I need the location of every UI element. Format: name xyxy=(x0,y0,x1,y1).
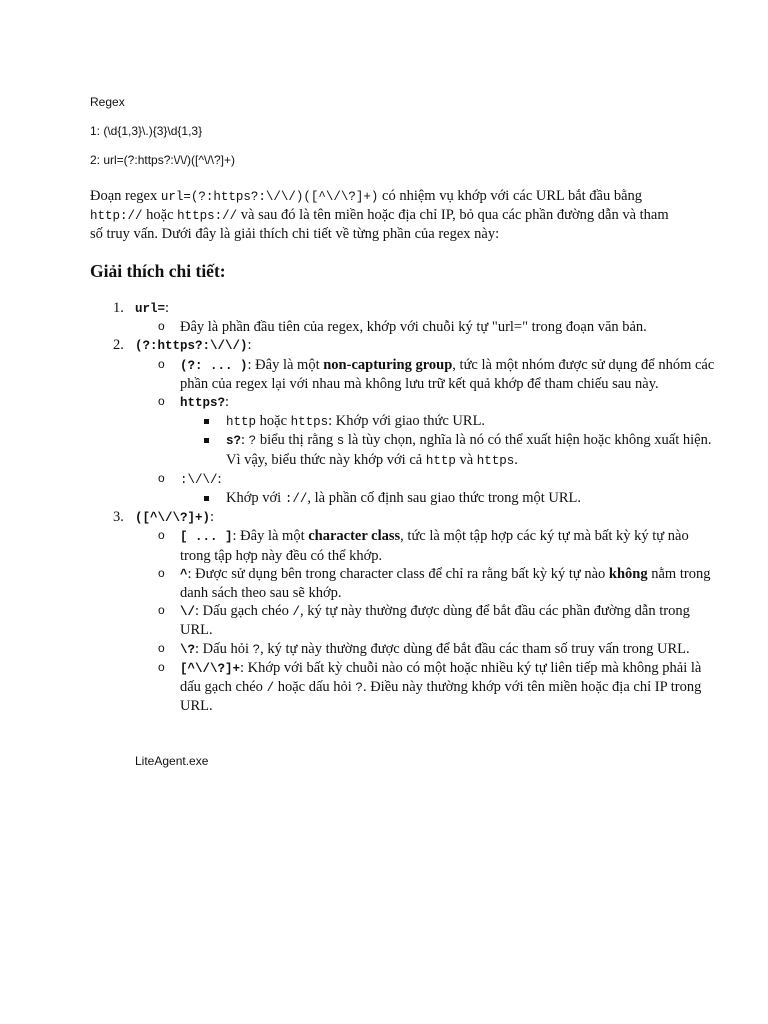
square-bullet-icon xyxy=(204,438,209,443)
footer-caption: LiteAgent.exe xyxy=(135,754,209,768)
list-item: s?: ? biểu thị rằng s là tùy chọn, nghĩa là nó có thể xuất hiện hoặc không xuất hiện. Vì vậy, biểu thức này khớp với cả http và https. xyxy=(226,431,720,469)
list-item: o ^: Được sử dụng bên trong character class để chỉ ra rằng bất kỳ ký tự nào không nằm trong danh sách theo sau sẽ khớp. xyxy=(158,565,711,602)
sub-sub-list xyxy=(180,489,720,508)
list-item: 2. (?:https?:\/\/): o (?: ... ): Đây là một non-capturing group, tức là một nhóm được sử dụng để nhóm các phần của regex lại với nhau mà không lưu trữ kết quả khớp để tham chiếu sau này. o https?: http hoặc https: Khớp với giao thức URL. s?: ? biểu thị rằng s là tùy chọn, nghĩa là nó có thể xuất hiện hoặc không xuất hiện. Vì vậy, biểu thức này khớp với cả http và https. o :\/\/: Khớp với ://, là phần cố định sau giao thức trong một URL. xyxy=(135,336,720,508)
list-item: o Đây là phần đầu tiên của regex, khớp với chuỗi ký tự "url=" trong đoạn văn bản. xyxy=(158,319,647,336)
sub-list xyxy=(135,527,720,715)
square-bullet-icon xyxy=(204,496,209,501)
list-item: o \?: Dấu hỏi ?, ký tự này thường được dùng để bắt đầu các tham số truy vấn trong URL. xyxy=(158,640,690,657)
sub-list xyxy=(135,356,720,509)
list-item: o [^\/\?]+: Khớp với bất kỳ chuỗi nào có một hoặc nhiều ký tự liên tiếp mà không phải là dấu gạch chéo / hoặc dấu hỏi ?. Điều này thường khớp với tên miền hoặc địa chỉ IP trong URL. xyxy=(158,659,702,715)
list-item: http hoặc https: Khớp với giao thức URL. xyxy=(226,412,720,431)
list-item: 1. url=: o Đây là phần đầu tiên của regex, khớp với chuỗi ký tự "url=" trong đoạn văn bản. xyxy=(135,299,720,336)
regex-line-1: 1: (\d{1,3}\.){3}\d{1,3} xyxy=(90,124,203,138)
sub-sub-list xyxy=(180,412,720,470)
list-item: 3. ([^\/\?]+): o [ ... ]: Đây là một character class, tức là một tập hợp các ký tự mà bất kỳ ký tự nào trong tập hợp này đều có thể khớp. o ^: Được sử dụng bên trong character class để chỉ ra rằng bất kỳ ký tự nào không nằm trong danh sách theo sau sẽ khớp. o \/: Dấu gạch chéo /, ký tự này thường được dùng để bắt đầu các phần đường dẫn trong URL. o \?: Dấu hỏi ?, ký tự này thường được dùng để bắt đầu các tham số truy vấn trong URL. o [^\/\?]+: Khớp với bất kỳ chuỗi nào có một hoặc nhiều ký tự liên tiếp mà không phải là dấu gạch chéo / hoặc dấu hỏi ?. Điều này thường khớp với tên miền hoặc địa chỉ IP trong URL. xyxy=(135,508,720,715)
list-item: o [ ... ]: Đây là một character class, tức là một tập hợp các ký tự mà bất kỳ ký tự nào trong tập hợp này đều có thể khớp. xyxy=(158,528,689,564)
sub-list xyxy=(135,318,720,336)
list-item: o \/: Dấu gạch chéo /, ký tự này thường được dùng để bắt đầu các phần đường dẫn trong URL. xyxy=(158,603,690,639)
list-item: o https?: http hoặc https: Khớp với giao thức URL. s?: ? biểu thị rằng s là tùy chọn, nghĩa là nó có thể xuất hiện hoặc không xuất hiện. Vì vậy, biểu thức này khớp với cả http và https. xyxy=(180,393,720,470)
list-item: o :\/\/: Khớp với ://, là phần cố định sau giao thức trong một URL. xyxy=(180,470,720,508)
intro-paragraph: Đoạn regex url=(?:https?:\/\/)([^\/\?]+) có nhiệm vụ khớp với các URL bắt đầu bằng http:// hoặc https:// và sau đó là tên miền hoặc địa chỉ IP, bỏ qua các phần đường dẫn và tham số truy vấn. Dưới đây là giải thích chi tiết về từng phần của regex này: xyxy=(90,188,669,243)
list-item: Khớp với ://, là phần cố định sau giao thức trong một URL. xyxy=(226,489,720,508)
square-bullet-icon xyxy=(204,419,209,424)
list-item: o (?: ... ): Đây là một non-capturing group, tức là một nhóm được sử dụng để nhóm các phần của regex lại với nhau mà không lưu trữ kết quả khớp để tham chiếu sau này. xyxy=(158,356,715,392)
regex-line-2: 2: url=(?:https?:\/\/)([^\/\?]+) xyxy=(90,153,236,167)
doc-title: Regex xyxy=(90,95,125,109)
section-heading: Giải thích chi tiết: xyxy=(90,261,226,281)
explanation-list xyxy=(90,299,720,715)
